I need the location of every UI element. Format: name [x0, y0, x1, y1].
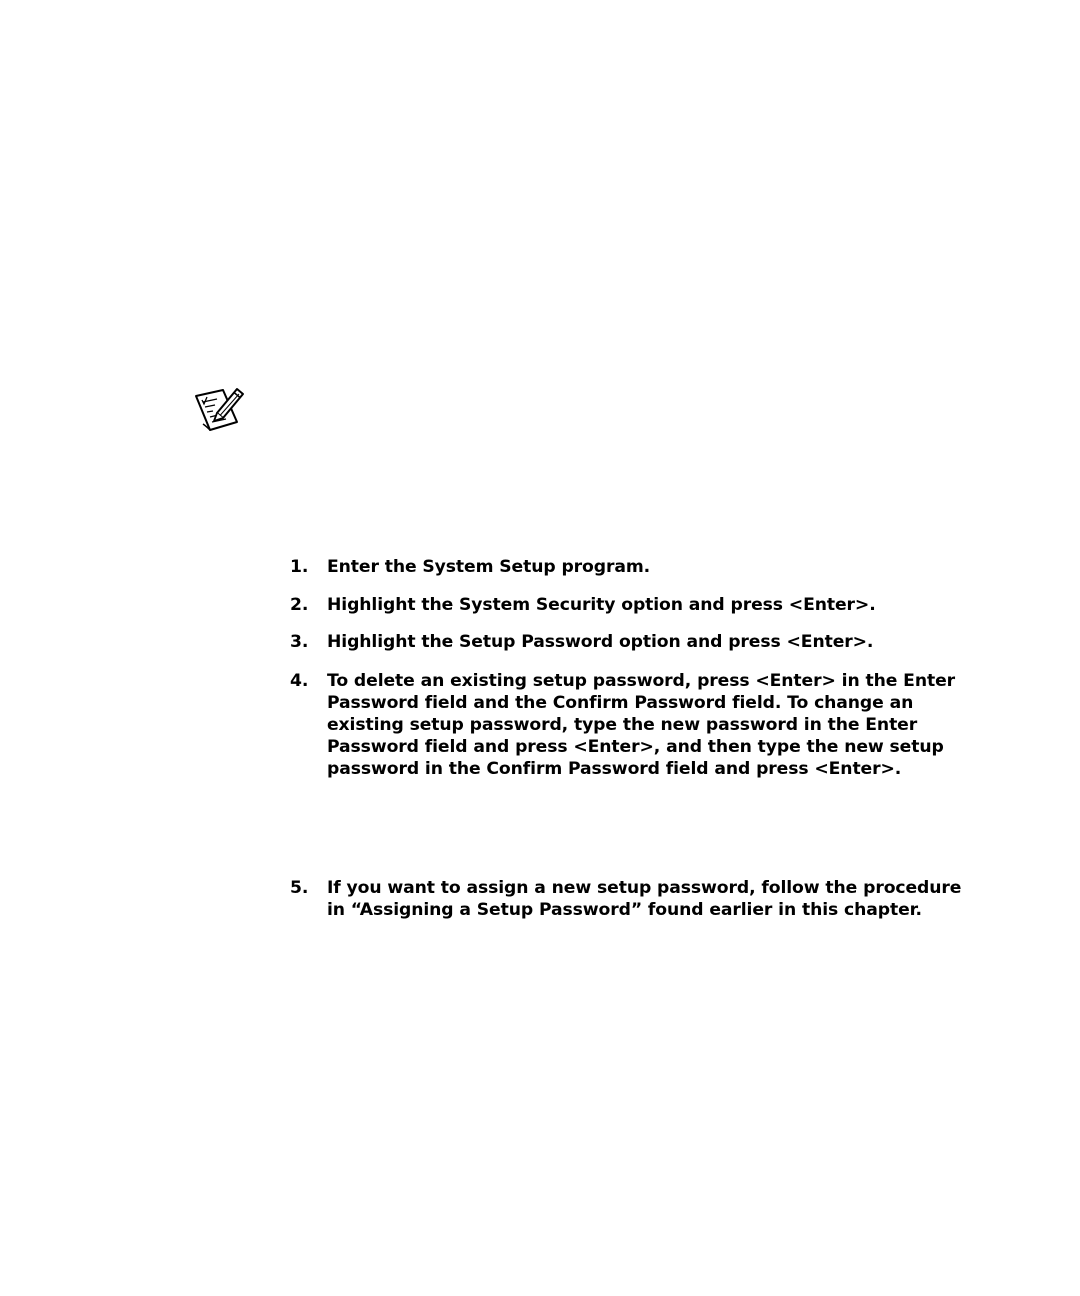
step-number: 1.	[290, 557, 309, 577]
step-text: Highlight the Setup Password option and press <Enter>.	[327, 632, 874, 652]
step-text: To delete an existing setup password, press <Enter> in the Enter Password field and the Confirm Password field. To change an existing setup password, type the new password in the Enter Password field and press <Enter>, and then type the new setup password in the Confirm Password field and press <Enter>.	[327, 671, 956, 779]
step-number: 3.	[290, 632, 309, 652]
step-number: 2.	[290, 595, 309, 615]
step-text: If you want to assign a new setup password, follow the procedure in “Assigning a Setup Password” found earlier in this chapter.	[327, 878, 962, 920]
step-text: Enter the System Setup program.	[327, 557, 651, 577]
note-pencil-icon	[193, 386, 247, 434]
step-number: 5.	[290, 878, 309, 898]
step-text: Highlight the System Security option and press <Enter>.	[327, 595, 876, 615]
step-number: 4.	[290, 671, 309, 691]
